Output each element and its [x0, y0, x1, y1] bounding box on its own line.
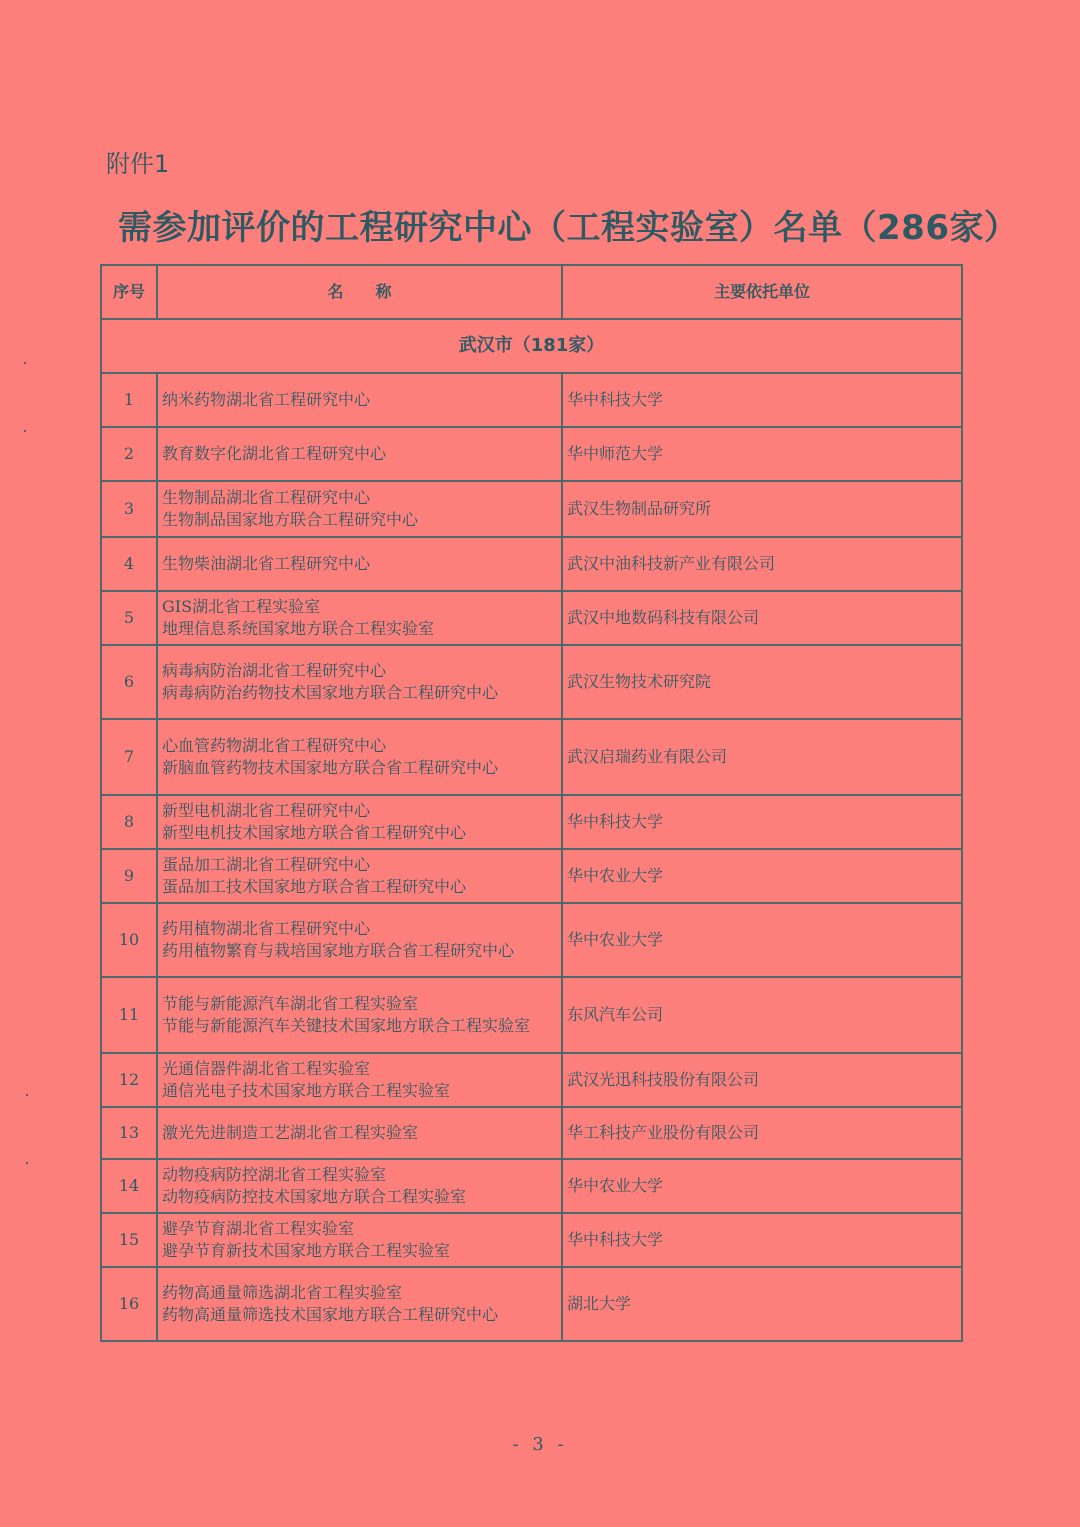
center-name: 节能与新能源汽车关键技术国家地方联合工程实验室 [162, 1016, 531, 1035]
row-name-cell [157, 1053, 562, 1107]
row-name-cell [157, 1159, 562, 1213]
region-row [101, 319, 962, 373]
header-unit: 主要依托单位 [562, 265, 962, 319]
center-name: 光通信器件湖北省工程实验室 [162, 1059, 371, 1078]
center-name: 节能与新能源汽车湖北省工程实验室 [162, 994, 419, 1013]
row-name-cell [157, 903, 562, 977]
row-unit: 武汉中地数码科技有限公司 [562, 591, 962, 645]
center-name: 纳米药物湖北省工程研究中心 [162, 390, 371, 409]
center-name: 药物高通量筛选技术国家地方联合工程研究中心 [162, 1305, 499, 1324]
scan-speck [26, 1094, 28, 1096]
table-row [101, 481, 962, 537]
header-index: 序号 [101, 265, 157, 319]
scan-speck [24, 430, 26, 432]
row-index: 7 [101, 719, 157, 795]
center-name: 新型电机技术国家地方联合省工程研究中心 [162, 823, 467, 842]
table-row [101, 645, 962, 719]
row-unit: 华中农业大学 [562, 903, 962, 977]
center-name: 病毒病防治药物技术国家地方联合工程研究中心 [162, 683, 499, 702]
center-name: 药用植物繁育与栽培国家地方联合省工程研究中心 [162, 941, 515, 960]
row-index: 15 [101, 1213, 157, 1267]
center-name: 药用植物湖北省工程研究中心 [162, 919, 371, 938]
row-name-cell [157, 373, 562, 427]
center-name: GIS湖北省工程实验室 [162, 597, 321, 616]
table-row [101, 1213, 962, 1267]
scan-speck [24, 362, 26, 364]
table-row [101, 591, 962, 645]
row-index: 2 [101, 427, 157, 481]
row-name-cell [157, 591, 562, 645]
center-name: 蛋品加工技术国家地方联合省工程研究中心 [162, 877, 467, 896]
center-name: 教育数字化湖北省工程研究中心 [162, 444, 387, 463]
center-name: 通信光电子技术国家地方联合工程实验室 [162, 1081, 451, 1100]
page-number: - 3 - [512, 1434, 568, 1455]
document-title: 需参加评价的工程研究中心（工程实验室）名单（286家） [118, 208, 1019, 248]
center-name: 动物疫病防控湖北省工程实验室 [162, 1165, 387, 1184]
row-index: 12 [101, 1053, 157, 1107]
row-name-cell [157, 1213, 562, 1267]
table-body [101, 265, 962, 1341]
row-index: 4 [101, 537, 157, 591]
row-unit: 华中师范大学 [562, 427, 962, 481]
region-label: 武汉市（181家） [101, 319, 962, 373]
row-unit: 武汉生物技术研究院 [562, 645, 962, 719]
center-name: 蛋品加工湖北省工程研究中心 [162, 855, 371, 874]
row-name-cell [157, 537, 562, 591]
row-unit: 武汉启瑞药业有限公司 [562, 719, 962, 795]
row-name-cell [157, 977, 562, 1053]
row-name-cell [157, 481, 562, 537]
header-name: 名 称 [157, 265, 562, 319]
row-index: 5 [101, 591, 157, 645]
table-row [101, 977, 962, 1053]
row-index: 8 [101, 795, 157, 849]
row-unit: 东风汽车公司 [562, 977, 962, 1053]
row-index: 9 [101, 849, 157, 903]
row-index: 3 [101, 481, 157, 537]
row-index: 14 [101, 1159, 157, 1213]
row-unit: 华中科技大学 [562, 1213, 962, 1267]
row-name-cell [157, 849, 562, 903]
row-name-cell [157, 719, 562, 795]
row-name-cell [157, 427, 562, 481]
center-name: 避孕节育新技术国家地方联合工程实验室 [162, 1241, 451, 1260]
table-row [101, 1267, 962, 1341]
row-unit: 华中科技大学 [562, 795, 962, 849]
table-row [101, 537, 962, 591]
table-row [101, 795, 962, 849]
row-index: 11 [101, 977, 157, 1053]
row-unit: 武汉光迅科技股份有限公司 [562, 1053, 962, 1107]
center-name: 新型电机湖北省工程研究中心 [162, 801, 371, 820]
row-index: 6 [101, 645, 157, 719]
center-name: 动物疫病防控技术国家地方联合工程实验室 [162, 1187, 467, 1206]
row-name-cell [157, 1267, 562, 1341]
center-name: 避孕节育湖北省工程实验室 [162, 1219, 355, 1238]
row-index: 1 [101, 373, 157, 427]
center-name: 地理信息系统国家地方联合工程实验室 [162, 619, 435, 638]
center-name: 生物制品国家地方联合工程研究中心 [162, 510, 419, 529]
row-unit: 湖北大学 [562, 1267, 962, 1341]
center-name: 新脑血管药物技术国家地方联合省工程研究中心 [162, 758, 499, 777]
row-unit: 武汉中油科技新产业有限公司 [562, 537, 962, 591]
center-name: 激光先进制造工艺湖北省工程实验室 [162, 1123, 419, 1142]
row-name-cell [157, 1107, 562, 1159]
table-row [101, 373, 962, 427]
row-unit: 华工科技产业股份有限公司 [562, 1107, 962, 1159]
scan-speck [26, 1162, 28, 1164]
center-name: 药物高通量筛选湖北省工程实验室 [162, 1283, 403, 1302]
row-unit: 武汉生物制品研究所 [562, 481, 962, 537]
center-name: 生物柴油湖北省工程研究中心 [162, 554, 371, 573]
table-row [101, 1159, 962, 1213]
header-row [101, 265, 962, 319]
table-row [101, 427, 962, 481]
table-row [101, 849, 962, 903]
centers-table [100, 264, 963, 1342]
row-unit: 华中科技大学 [562, 373, 962, 427]
row-index: 10 [101, 903, 157, 977]
table-row [101, 719, 962, 795]
table-row [101, 903, 962, 977]
center-name: 病毒病防治湖北省工程研究中心 [162, 661, 387, 680]
row-name-cell [157, 795, 562, 849]
row-unit: 华中农业大学 [562, 1159, 962, 1213]
row-index: 16 [101, 1267, 157, 1341]
table-row [101, 1053, 962, 1107]
row-name-cell [157, 645, 562, 719]
center-name: 心血管药物湖北省工程研究中心 [162, 736, 387, 755]
center-name: 生物制品湖北省工程研究中心 [162, 488, 371, 507]
row-index: 13 [101, 1107, 157, 1159]
table-row [101, 1107, 962, 1159]
row-unit: 华中农业大学 [562, 849, 962, 903]
attachment-label: 附件1 [106, 150, 170, 178]
